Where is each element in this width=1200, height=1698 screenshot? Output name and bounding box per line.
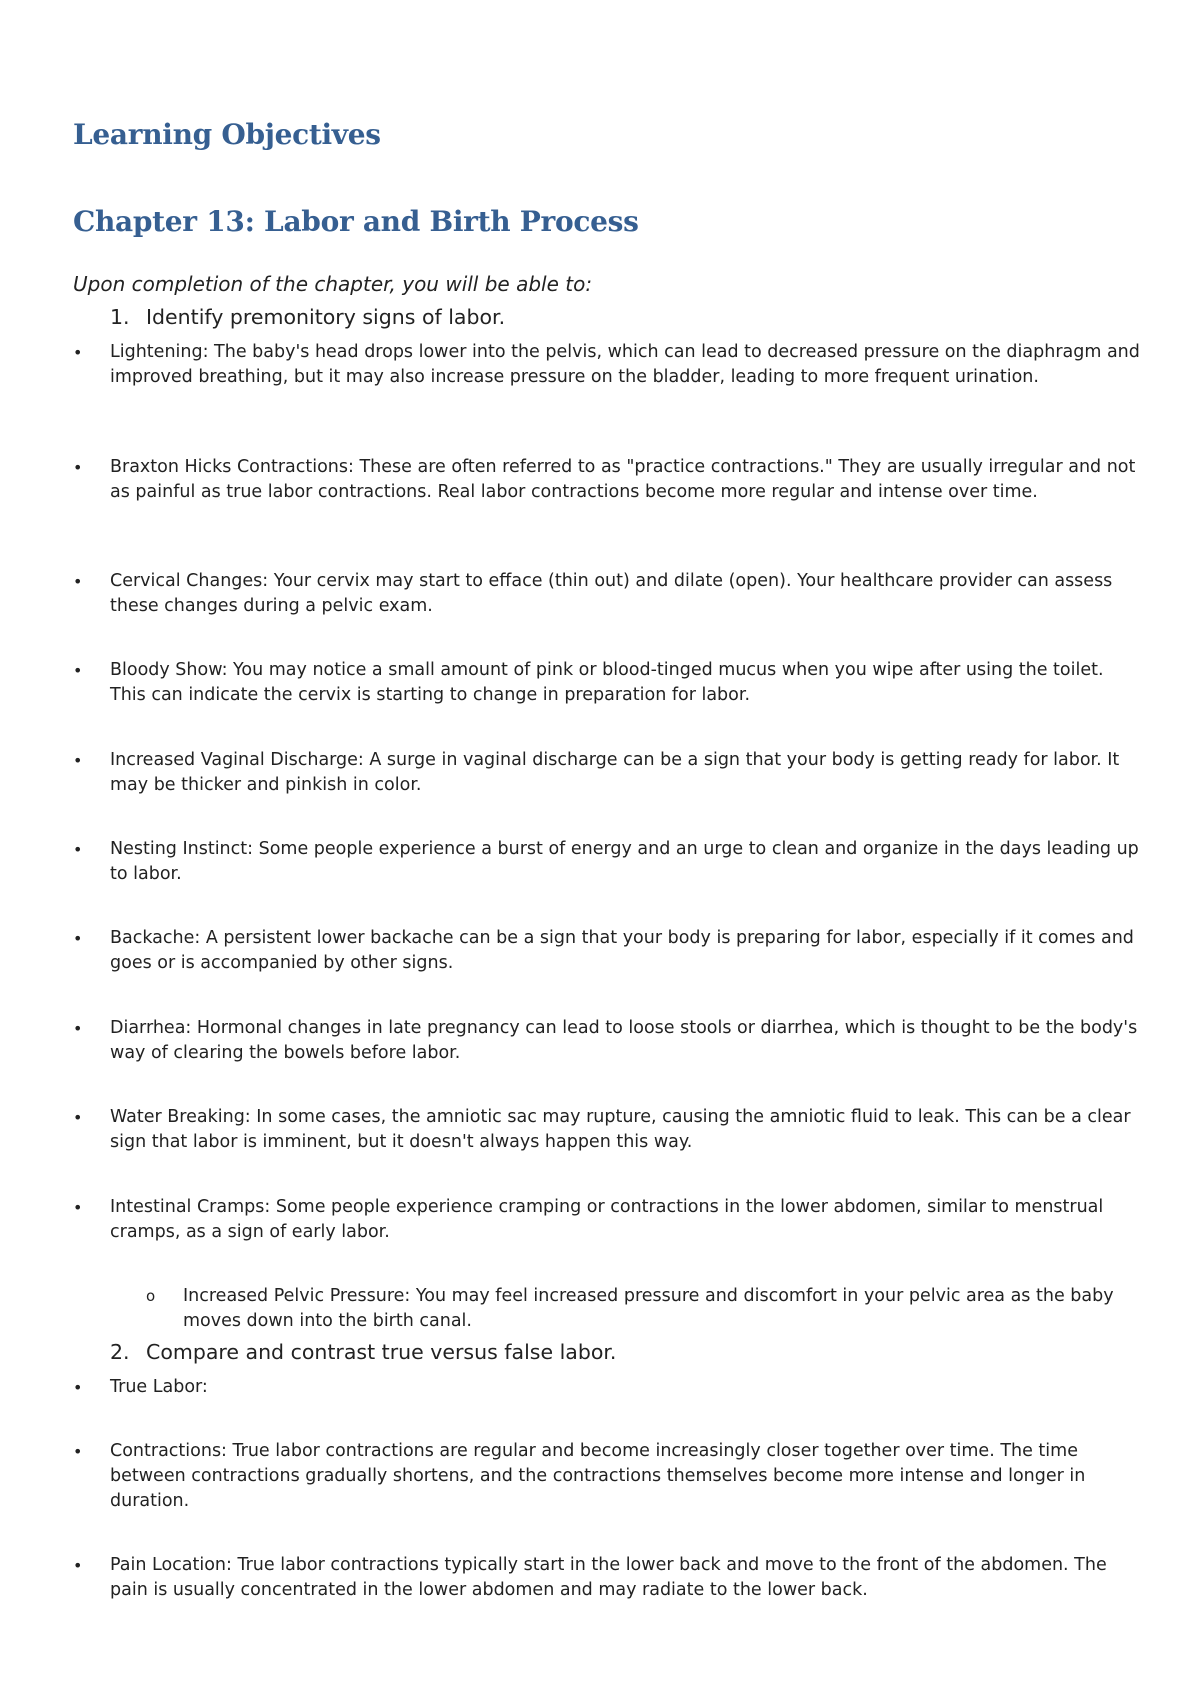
objective-1 bbox=[110, 305, 505, 329]
bullet-icon: • bbox=[73, 1556, 83, 1575]
list-item-text: Diarrhea: Hormonal changes in late pregnancy can lead to loose stools or diarrhea, which is thought to be the body's way of clearing the bowels before labor. bbox=[110, 1018, 1138, 1063]
list-item-text: Lightening: The baby's head drops lower into the pelvis, which can lead to decreased pressure on the diaphragm and improved breathing, but it may also increase pressure on the bladder, leading to more frequent urination. bbox=[110, 342, 1140, 387]
list-item-text: Braxton Hicks Contractions: These are often referred to as "practice contractions." They are usually irregular and not as painful as true labor contractions. Real labor contractions become more regular and intense over time. bbox=[110, 457, 1136, 502]
list-item-text: Intestinal Cramps: Some people experience cramping or contractions in the lower abdomen, similar to menstrual cramps, as a sign of early labor. bbox=[110, 1197, 1104, 1242]
bullet-icon: • bbox=[73, 751, 83, 770]
bullet-icon: • bbox=[73, 572, 83, 591]
bullet-icon: • bbox=[73, 661, 83, 680]
list-item-text: Pain Location: True labor contractions typically start in the lower back and move to the front of the abdomen. The pain is usually concentrated in the lower abdomen and may radiate to the lower back. bbox=[110, 1555, 1107, 1600]
intro-text: Upon completion of the chapter, you will be able to: bbox=[73, 272, 593, 296]
sub-list-item-text: Increased Pelvic Pressure: You may feel increased pressure and discomfort in your pelvic area as the baby moves down into the birth canal. bbox=[183, 1286, 1114, 1331]
bullet-icon: • bbox=[73, 1378, 83, 1397]
bullet-icon: • bbox=[73, 1442, 83, 1461]
list-item-text: True Labor: bbox=[110, 1377, 208, 1397]
bullet-icon: • bbox=[73, 929, 83, 948]
bullet-icon: • bbox=[73, 1019, 83, 1038]
list-item-text: Bloody Show: You may notice a small amount of pink or blood-tinged mucus when you wipe after using the toilet. This can indicate the cervix is starting to change in preparation for labor. bbox=[110, 660, 1104, 705]
bullet-icon: • bbox=[73, 1108, 83, 1127]
bullet-icon: • bbox=[73, 1198, 83, 1217]
list-item-text: Increased Vaginal Discharge: A surge in vaginal discharge can be a sign that your body is getting ready for labor. It may be thicker and pinkish in color. bbox=[110, 750, 1120, 795]
objective-text: Identify premonitory signs of labor. bbox=[146, 305, 506, 329]
chapter-title: Chapter 13: Labor and Birth Process bbox=[73, 205, 639, 238]
list-item-text: Cervical Changes: Your cervix may start to efface (thin out) and dilate (open). Your healthcare provider can assess these changes during a pelvic exam. bbox=[110, 571, 1113, 616]
objective-2 bbox=[110, 1340, 616, 1364]
list-item-text: Water Breaking: In some cases, the amniotic sac may rupture, causing the amniotic fluid to leak. This can be a clear sign that labor is imminent, but it doesn't always happen this way. bbox=[110, 1107, 1131, 1152]
bullet-icon: • bbox=[73, 343, 83, 362]
sub-bullet-icon: o bbox=[146, 1287, 156, 1305]
bullet-icon: • bbox=[73, 458, 83, 477]
bullet-icon: • bbox=[73, 840, 83, 859]
list-item-text: Nesting Instinct: Some people experience a burst of energy and an urge to clean and organize in the days leading up to labor. bbox=[110, 839, 1139, 884]
document-title: Learning Objectives bbox=[73, 118, 381, 151]
objective-number: 2. bbox=[110, 1340, 130, 1364]
objective-number: 1. bbox=[110, 305, 130, 329]
list-item-text: Backache: A persistent lower backache can be a sign that your body is preparing for labor, especially if it comes and goes or is accompanied by other signs. bbox=[110, 928, 1134, 973]
list-item-text: Contractions: True labor contractions are regular and become increasingly closer together over time. The time between contractions gradually shortens, and the contractions themselves become more intense and longer in duration. bbox=[110, 1441, 1086, 1511]
objective-text: Compare and contrast true versus false labor. bbox=[146, 1340, 617, 1364]
